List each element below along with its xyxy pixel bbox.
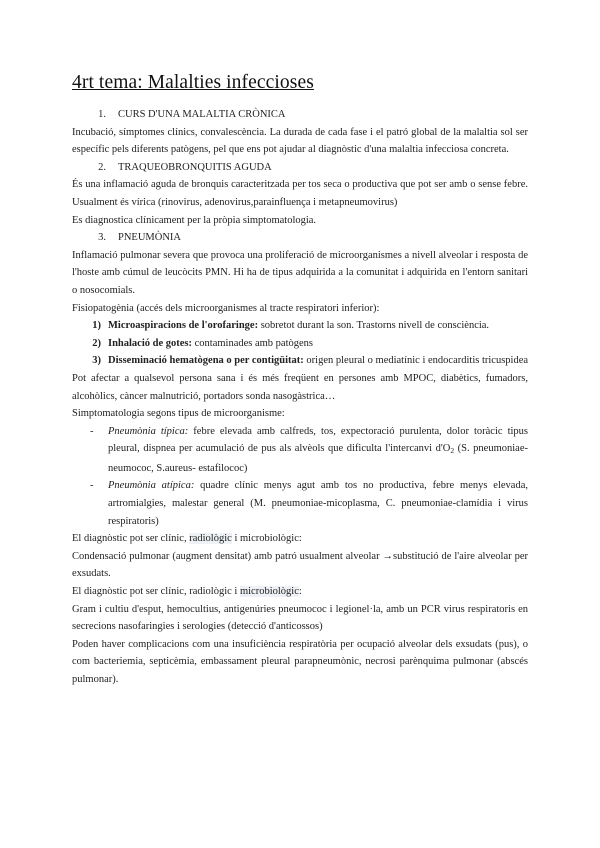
paragraph: Inflamació pulmonar severa que provoca una proliferació de microorganismes a nivell alveolar i resposta de l'hoste amb cúmul de leucòcits PMN. Hi ha de tipus adquirida a la comunitat i adquirida en l'entorn sanitari o nosocomials. bbox=[72, 249, 528, 296]
list-term: Inhalació de gotes: bbox=[108, 337, 192, 349]
list-term: Disseminació hematògena o per contigüitat: bbox=[108, 355, 304, 367]
bullet-term: Pneumònia típica: bbox=[108, 425, 189, 437]
section-heading-3 bbox=[72, 229, 528, 247]
list-item bbox=[72, 352, 528, 370]
section-heading-2 bbox=[72, 159, 528, 177]
section-title: CURS D'UNA MALALTIA CRÒNICA bbox=[118, 109, 286, 120]
bullet-text: quadre clínic menys agut amb tos no productiva, febre menys elevada, artromialgies, malestar general (M. pneumoniae-micoplasma, C. pneumoniae-clamídia i virus respiratoris) bbox=[108, 480, 528, 527]
list-term: Microaspiracions de l'orofaringe: bbox=[108, 320, 259, 332]
section-number: 3. bbox=[98, 232, 106, 244]
paragraph: Incubació, símptomes clínics, convalescència. La durada de cada fase i el patró global de la malaltia sol ser específic pels diferents patògens, pel que ens pot ajudar al diagnòstic d'una malaltia infecciosa concreta. bbox=[72, 126, 528, 156]
highlighted-term: microbiològic bbox=[239, 586, 299, 598]
bullet-dash: - bbox=[90, 425, 94, 437]
bullet-item bbox=[72, 423, 528, 478]
paragraph: Gram i cultiu d'esput, hemocultius, antigenúries pneumococ i legionel·la, amb un PCR virus respiratoris en secrecions nasofaringies i serologies (detecció d'anticossos) bbox=[72, 603, 528, 633]
document-body bbox=[72, 106, 528, 689]
paragraph: Simptomatologia segons tipus de microorganisme: bbox=[72, 408, 285, 420]
list-text: origen pleural o mediatínic i endocarditis tricuspidea bbox=[303, 355, 529, 367]
paragraph: El diagnòstic pot ser clínic, radiològic i microbiològic: bbox=[72, 533, 302, 545]
section-heading-1 bbox=[72, 106, 528, 124]
paragraph: Condensació pulmonar (augment densitat) amb patró usualment alveolar →substitució de l'aire alveolar per exsudats. bbox=[72, 550, 528, 580]
list-text: sobretot durant la son. Trastorns nivell de consciència. bbox=[258, 320, 490, 332]
bullet-item bbox=[72, 477, 528, 530]
list-item bbox=[72, 317, 528, 335]
paragraph: Poden haver complicacions com una insuficiència respiratòria per ocupació alveolar dels exsudats (pus), o com bacteriemia, septicèmia, embassament pleural parapneumònic, necrosi parènquima pulmonar (abscés pulmonar). bbox=[72, 638, 528, 685]
section-title: PNEUMÒNIA bbox=[118, 232, 181, 244]
paragraph: És una inflamació aguda de bronquis caracteritzada per tos seca o productiva que pot ser amb o sense febre. Usualment és vírica (rinovirus, adenovirus,parainfluença i metapneumovirus) bbox=[72, 179, 528, 208]
paragraph: Pot afectar a qualsevol persona sana i és més freqüent en persones amb MPOC, diabètics, fumadors, alcohòlics, càncer malnutrició, portadors sonda nasogàstrica… bbox=[72, 372, 528, 402]
list-number: 1) bbox=[92, 320, 101, 332]
bullet-dash: - bbox=[90, 480, 94, 492]
section-number: 2. bbox=[98, 161, 106, 173]
paragraph: Es diagnostica clínicament per la pròpia simptomatologia. bbox=[72, 214, 317, 226]
subscript: 2 bbox=[450, 446, 455, 456]
list-item bbox=[72, 335, 528, 353]
paragraph: Fisiopatogènia (accés dels microorganismes al tracte respiratori inferior): bbox=[72, 302, 380, 314]
bullet-term: Pneumònia atípica: bbox=[108, 480, 195, 492]
page-title: 4rt tema: Malalties infeccioses bbox=[72, 72, 314, 93]
bullet-text: febre elevada amb calfreds, tos, expectoració purulenta, dolor toràcic tipus pleural, dispnea per acumulació de pus als alvèols que dificulta l'intercanvi d'O bbox=[108, 425, 528, 455]
list-text: contaminades amb patògens bbox=[192, 337, 314, 349]
section-number: 1. bbox=[98, 109, 106, 120]
bullet-text-cont: (S. pneumoniae- neumococ, S.aureus- estafilococ) bbox=[108, 443, 528, 474]
list-number: 3) bbox=[92, 355, 101, 367]
highlighted-term: radiològic bbox=[189, 533, 232, 545]
paragraph: El diagnòstic pot ser clínic, radiològic i microbiològic: bbox=[72, 586, 302, 598]
list-number: 2) bbox=[92, 337, 101, 349]
section-title: TRAQUEOBRONQUITIS AGUDA bbox=[118, 161, 272, 173]
